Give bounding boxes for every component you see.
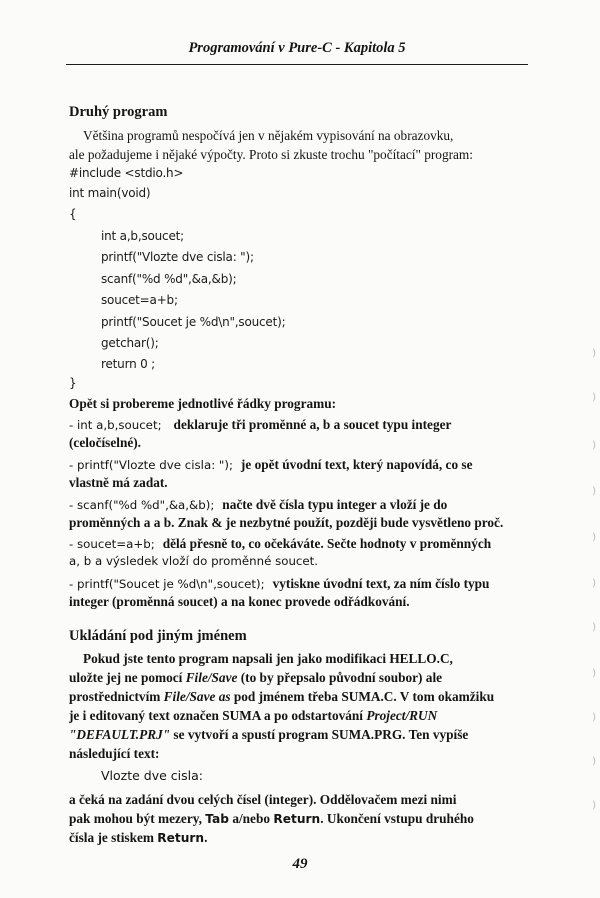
explanation-continuation: a, b a výsledek vloží do proměnné soucet. — [69, 554, 319, 568]
edge-mark: ) — [592, 800, 596, 811]
edge-mark: ) — [592, 712, 596, 723]
inline-code: - soucet=a+b; — [69, 537, 155, 551]
code-line: return 0 ; — [101, 357, 155, 371]
explanation-continuation: vlastně má zadat. — [69, 475, 168, 490]
code-line: #include <stdio.h> — [69, 166, 184, 180]
paragraph-line: následující text: — [69, 746, 160, 761]
code-line: getchar(); — [101, 336, 159, 350]
section-heading-druhy-program: Druhý program — [69, 104, 168, 120]
menu-reference: File/Save — [185, 670, 238, 685]
explanation-continuation: proměnných a a b. Znak & je nezbytné použít, později bude vysvětleno proč. — [69, 515, 504, 530]
inline-code: - printf("Vlozte dve cisla: "); — [69, 458, 233, 472]
explanation-intro: Opět si probereme jednotlivé řádky programu: — [69, 396, 337, 411]
code-line: printf("Vlozte dve cisla: "); — [101, 250, 254, 264]
code-line: printf("Soucet je %d\n",soucet); — [101, 315, 286, 329]
code-line: scanf("%d %d",&a,&b); — [101, 272, 237, 286]
inline-code: - printf("Soucet je %d\n",soucet); — [69, 577, 265, 591]
paragraph-line: uložte jej ne pomocí File/Save (to by přepsalo původní soubor) ale — [69, 670, 443, 685]
edge-mark: ) — [592, 392, 596, 403]
intro-line-1: Většina programů nespočívá jen v nějakém vypisování na obrazovku, — [83, 128, 454, 143]
project-file-reference: "DEFAULT.PRJ" — [69, 727, 171, 742]
paragraph-line: Pokud jste tento program napsali jen jako modifikaci HELLO.C, — [83, 651, 453, 666]
code-line: int a,b,soucet; — [101, 229, 184, 243]
explanation-item: - printf("Vlozte dve cisla: "); je opět úvodní text, který napovídá, co se — [69, 457, 473, 472]
intro-line-2: ale požadujeme i nějaké výpočty. Proto si zkuste trochu "počítací" program: — [69, 147, 473, 162]
paragraph-line: čísla je stiskem Return. — [69, 830, 208, 845]
menu-reference: File/Save as — [163, 689, 231, 704]
edge-mark: ) — [592, 348, 596, 359]
code-line: int main(void) — [69, 186, 151, 200]
code-line: { — [69, 207, 77, 221]
paragraph-line: "DEFAULT.PRJ" se vytvoří a spustí program SUMA.PRG. Ten vypíše — [69, 727, 469, 742]
explanation-item: - int a,b,soucet; deklaruje tři proměnné a, b a soucet typu integer — [69, 417, 452, 432]
running-header: Programování v Pure-C - Kapitola 5 — [66, 40, 528, 65]
inline-code: - scanf("%d %d",&a,&b); — [69, 498, 215, 512]
key-tab: Tab — [205, 812, 229, 826]
edge-mark: ) — [592, 578, 596, 589]
section-heading-ukladani: Ukládání pod jiným jménem — [69, 628, 247, 644]
edge-mark: ) — [592, 756, 596, 767]
edge-mark: ) — [592, 622, 596, 633]
paragraph-line: a čeká na zadání dvou celých čísel (integer). Oddělovačem mezi nimi — [69, 792, 457, 807]
explanation-item: - soucet=a+b; dělá přesně to, co očekáváte. Sečte hodnoty v proměnných — [69, 536, 492, 551]
program-output: Vlozte dve cisla: — [101, 768, 203, 783]
paragraph-line: prostřednictvím File/Save as pod jménem třeba SUMA.C. V tom okamžiku — [69, 689, 495, 704]
edge-mark: ) — [592, 668, 596, 679]
explanation-item: - scanf("%d %d",&a,&b); načte dvě čísla typu integer a vloží je do — [69, 497, 448, 512]
explanation-continuation: (celočíselné). — [69, 435, 141, 450]
edge-mark: ) — [592, 440, 596, 451]
edge-mark: ) — [592, 486, 596, 497]
page-number: 49 — [292, 856, 308, 872]
key-return: Return — [157, 831, 205, 845]
explanation-continuation: integer (proměnná soucet) a na konec provede odřádkování. — [69, 594, 410, 609]
menu-reference: Project/RUN — [366, 708, 438, 723]
code-line: soucet=a+b; — [101, 293, 178, 307]
explanation-item: - printf("Soucet je %d\n",soucet); vytiskne úvodní text, za ním číslo typu — [69, 576, 490, 591]
key-return: Return — [273, 812, 321, 826]
paragraph-line: pak mohou být mezery, Tab a/nebo Return. Ukončení vstupu druhého — [69, 811, 474, 826]
code-line: } — [69, 376, 77, 390]
edge-mark: ) — [592, 532, 596, 543]
paragraph-line: je i editovaný text označen SUMA a po odstartování Project/RUN — [69, 708, 438, 723]
inline-code: - int a,b,soucet; — [69, 418, 162, 432]
